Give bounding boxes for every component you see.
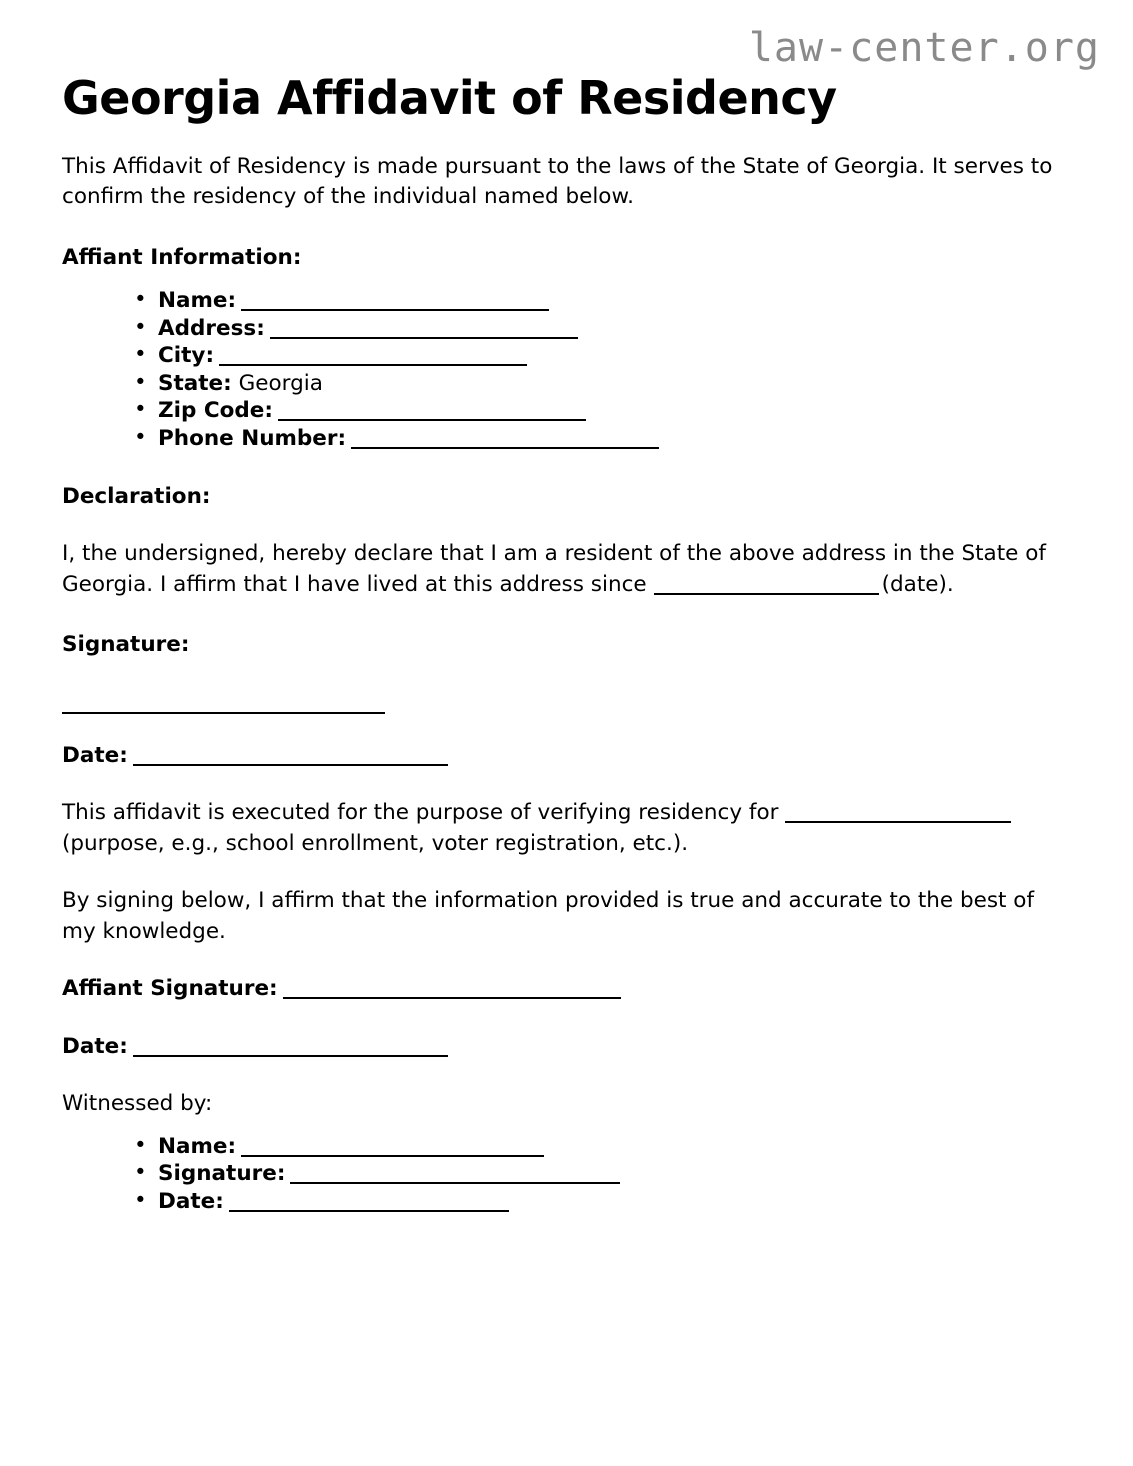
list-item-witness-signature [134,1160,1071,1188]
intro-paragraph: This Affidavit of Residency is made pursuant to the laws of the State of Georgia. It serves to confirm the residency of the individual named below. [62,153,1053,210]
list-item-name [134,287,1071,315]
witness-list [62,1133,1071,1216]
declaration-text-before: I, the undersigned, hereby declare that I am a resident of the above address in the State of Georgia. I affirm that I have lived at this address since [62,541,1046,597]
list-item-city [134,342,1071,370]
blank-witness-name[interactable] [241,1139,544,1157]
field-value-state: Georgia [238,370,323,396]
blank-address[interactable] [270,321,578,339]
affiant-date-field [62,1032,1071,1062]
list-item-witness-name [134,1133,1071,1161]
blank-affiant-date[interactable] [133,1039,448,1057]
declaration-text-after: (date). [881,571,954,597]
purpose-text-before: This affidavit is executed for the purpose of verifying residency for [62,800,779,826]
blank-zip-code[interactable] [278,403,586,421]
affiant-information-list [62,287,1071,452]
affiant-information-heading: Affiant Information: [62,244,302,270]
signature-date-field [62,741,1071,771]
blank-witness-signature[interactable] [290,1166,620,1184]
witness-label-signature: Signature: [158,1161,286,1187]
blank-phone-number[interactable] [351,431,659,449]
witness-heading: Witnessed by: [62,1090,213,1116]
field-label-phone-number: Phone Number: [158,425,347,451]
purpose-text-after: (purpose, e.g., school enrollment, voter registration, etc.). [62,830,689,856]
declaration-heading: Declaration: [62,484,211,510]
blank-purpose[interactable] [785,805,1011,823]
list-item-zip-code [134,397,1071,425]
witness-label-name: Name: [158,1133,237,1159]
field-label-zip-code: Zip Code: [158,398,273,424]
affiant-signature-field [62,974,1071,1004]
blank-name[interactable] [241,293,549,311]
blank-residency-since-date[interactable] [654,577,879,595]
affirmation-paragraph: By signing below, I affirm that the information provided is true and accurate to the best of my knowledge. [62,888,1035,944]
field-label-state: State: [158,370,232,396]
declaration-paragraph [62,539,1071,600]
purpose-paragraph [62,798,1071,859]
blank-city[interactable] [219,348,527,366]
signature-date-label: Date: [62,743,128,769]
affiant-signature-label: Affiant Signature: [62,976,278,1002]
list-item-witness-date [134,1188,1071,1216]
list-item-phone-number [134,425,1071,453]
site-watermark: law-center.org [748,25,1100,71]
field-label-address: Address: [158,315,265,341]
field-label-city: City: [158,343,215,369]
signature-heading: Signature: [62,632,190,658]
affiant-date-label: Date: [62,1033,128,1059]
signature-line[interactable] [62,712,385,714]
witness-label-date: Date: [158,1188,224,1214]
blank-affiant-signature[interactable] [283,981,621,999]
field-label-name: Name: [158,288,237,314]
list-item-address [134,315,1071,343]
page-title: Georgia Affidavit of Residency [62,71,837,125]
blank-witness-date[interactable] [229,1194,509,1212]
blank-signature-date[interactable] [133,748,448,766]
list-item-state [134,370,1071,398]
